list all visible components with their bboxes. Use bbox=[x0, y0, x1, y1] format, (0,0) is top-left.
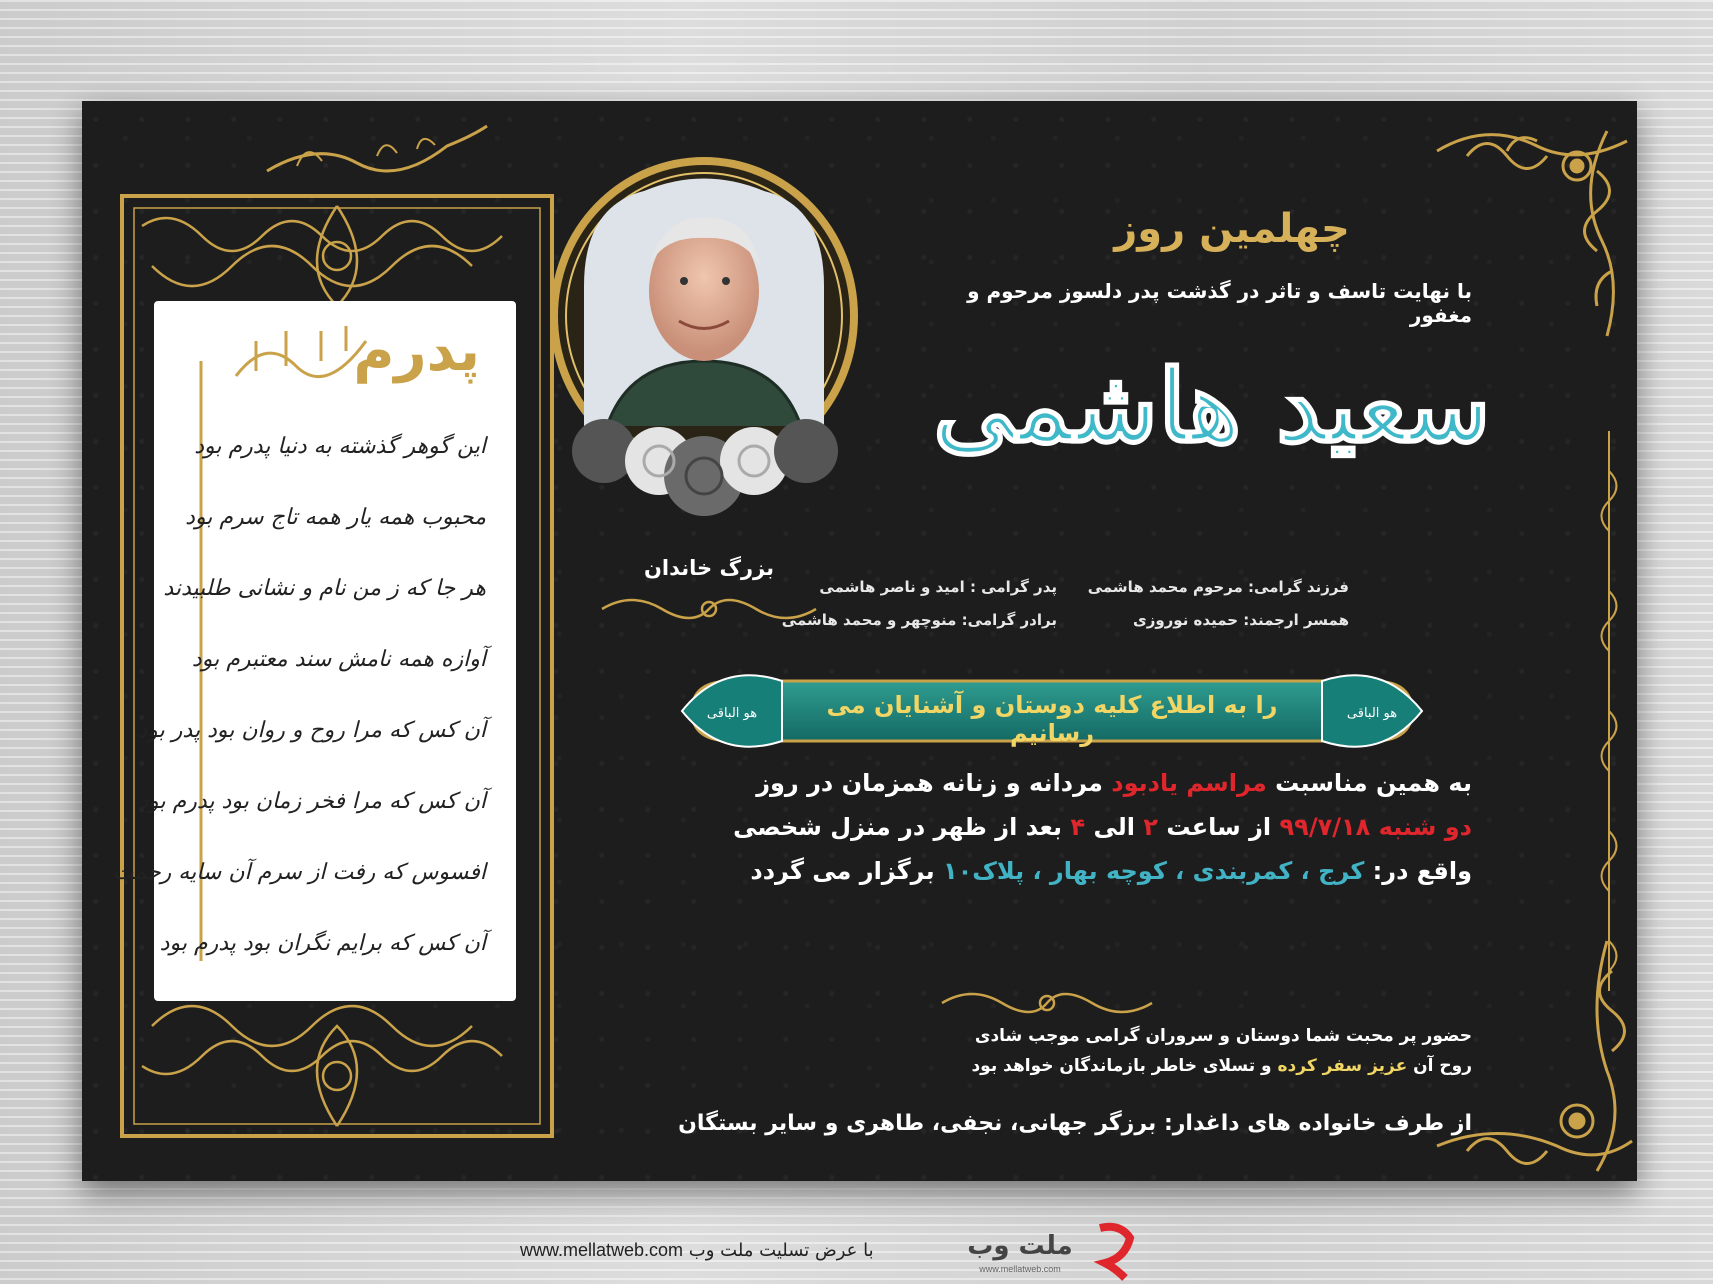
mellatweb-logo bbox=[930, 1218, 1160, 1278]
poem-line: آن کس که مرا فخر زمان بود پدرم بود bbox=[138, 789, 486, 814]
footer-caption: با عرض تسلیت ملت وب bbox=[688, 1240, 874, 1261]
ann-text: از ساعت bbox=[1157, 813, 1280, 841]
ann-hour-start: ۲ bbox=[1143, 813, 1158, 841]
memorial-poster bbox=[82, 101, 1637, 1181]
left-top-calligraphy bbox=[257, 121, 497, 181]
announcement-line-3 bbox=[592, 857, 1472, 885]
closing-line-1: حضور پر محبت شما دوستان و سروران گرامی موجب شادی bbox=[974, 1026, 1472, 1046]
edge-ornament-strip bbox=[1589, 431, 1629, 991]
closing-text: روح آن bbox=[1407, 1056, 1472, 1076]
closing-highlight: عزیز سفر کرده bbox=[1277, 1056, 1408, 1076]
relative-line: همسر ارجمند: حمیده نوروزی bbox=[1132, 611, 1349, 629]
footer-url[interactable]: www.mellatweb.com bbox=[520, 1240, 684, 1260]
poster-title: چهلمین روز bbox=[1114, 206, 1350, 252]
announcement-line-2 bbox=[592, 813, 1472, 841]
banner-calligraphy-right: هو الباقی bbox=[1346, 706, 1398, 721]
closing-line-2 bbox=[622, 1056, 1472, 1076]
ann-date: دو شنبه ۹۹/۷/۱۸ bbox=[1279, 813, 1472, 841]
ann-text: برگزار می گردد bbox=[750, 857, 943, 885]
portrait-photo bbox=[574, 176, 834, 436]
ann-hour-end: ۴ bbox=[1070, 813, 1086, 841]
relative-line: برادر گرامی: منوچهر و محمد هاشمی bbox=[781, 611, 1057, 629]
announcement-line-1 bbox=[592, 769, 1472, 797]
poem-line: محبوب همه یار همه تاج سرم بود bbox=[185, 505, 486, 530]
footer bbox=[520, 1228, 1220, 1278]
poem-title: پدرم bbox=[353, 319, 480, 384]
logo-text: ملت وب bbox=[967, 1231, 1073, 1261]
relative-line: پدر گرامی : امید و ناصر هاشمی bbox=[819, 578, 1057, 596]
poem-line: این گوهر گذشته به دنیا پدرم بود bbox=[194, 434, 486, 459]
poem-line: افسوس که رفت از سرم آن سایه رحمت bbox=[112, 860, 486, 885]
poster-subtitle: با نهایت تاسف و تاثر در گذشت پدر دلسوز مرحوم و مغفور bbox=[967, 279, 1472, 327]
banner-text: را به اطلاع کلیه دوستان و آشنایان می رسانیم bbox=[826, 691, 1278, 747]
poem-calligraphy bbox=[226, 321, 376, 391]
poem-line: آن کس که مرا روح و روان بود پدر بود bbox=[137, 718, 486, 743]
divider-ornament bbox=[932, 983, 1162, 1023]
deceased-name-text: سعید هاشمی bbox=[933, 347, 1491, 465]
calligraphy-graphic bbox=[257, 121, 497, 181]
relative-line: فرزند گرامی: مرحوم محمد هاشمی bbox=[1087, 578, 1349, 596]
footer-text-wrap bbox=[520, 1240, 874, 1261]
ann-address: کرج ، کمربندی ، کوچه بهار ، پلاک۱۰ bbox=[942, 857, 1365, 885]
poem-line: آوازه همه نامش سند معتبرم بود bbox=[191, 647, 486, 672]
poem-line: هر جا که ز من نام و نشانی طلبیدند bbox=[163, 576, 486, 601]
ann-text: الی bbox=[1085, 813, 1144, 841]
ann-highlight: مراسم یادبود bbox=[1111, 769, 1267, 797]
ann-text: به همین مناسبت bbox=[1266, 769, 1472, 797]
deceased-name bbox=[933, 306, 1491, 496]
poem-panel bbox=[112, 301, 516, 1001]
banner-calligraphy-left: هو الباقی bbox=[706, 706, 758, 721]
closing-text: و تسلای خاطر بازماندگان خواهد بود bbox=[971, 1056, 1278, 1076]
portrait-caption: بزرگ خاندان bbox=[643, 556, 774, 580]
poem-text bbox=[112, 411, 486, 979]
ann-text: واقع در: bbox=[1364, 857, 1472, 885]
portrait-frame bbox=[544, 156, 864, 536]
ann-text: بعد از ظهر در منزل شخصی bbox=[733, 813, 1071, 841]
family-line: از طرف خانواده های داغدار: برزگر جهانی، نجفی، طاهری و سایر بستگان bbox=[678, 1111, 1472, 1136]
poem-line: آن کس که برایم نگران بود پدرم بود bbox=[159, 931, 486, 956]
logo-url: www.mellatweb.com bbox=[979, 1264, 1061, 1274]
ann-text: مردانه و زنانه همزمان در روز bbox=[756, 769, 1112, 797]
